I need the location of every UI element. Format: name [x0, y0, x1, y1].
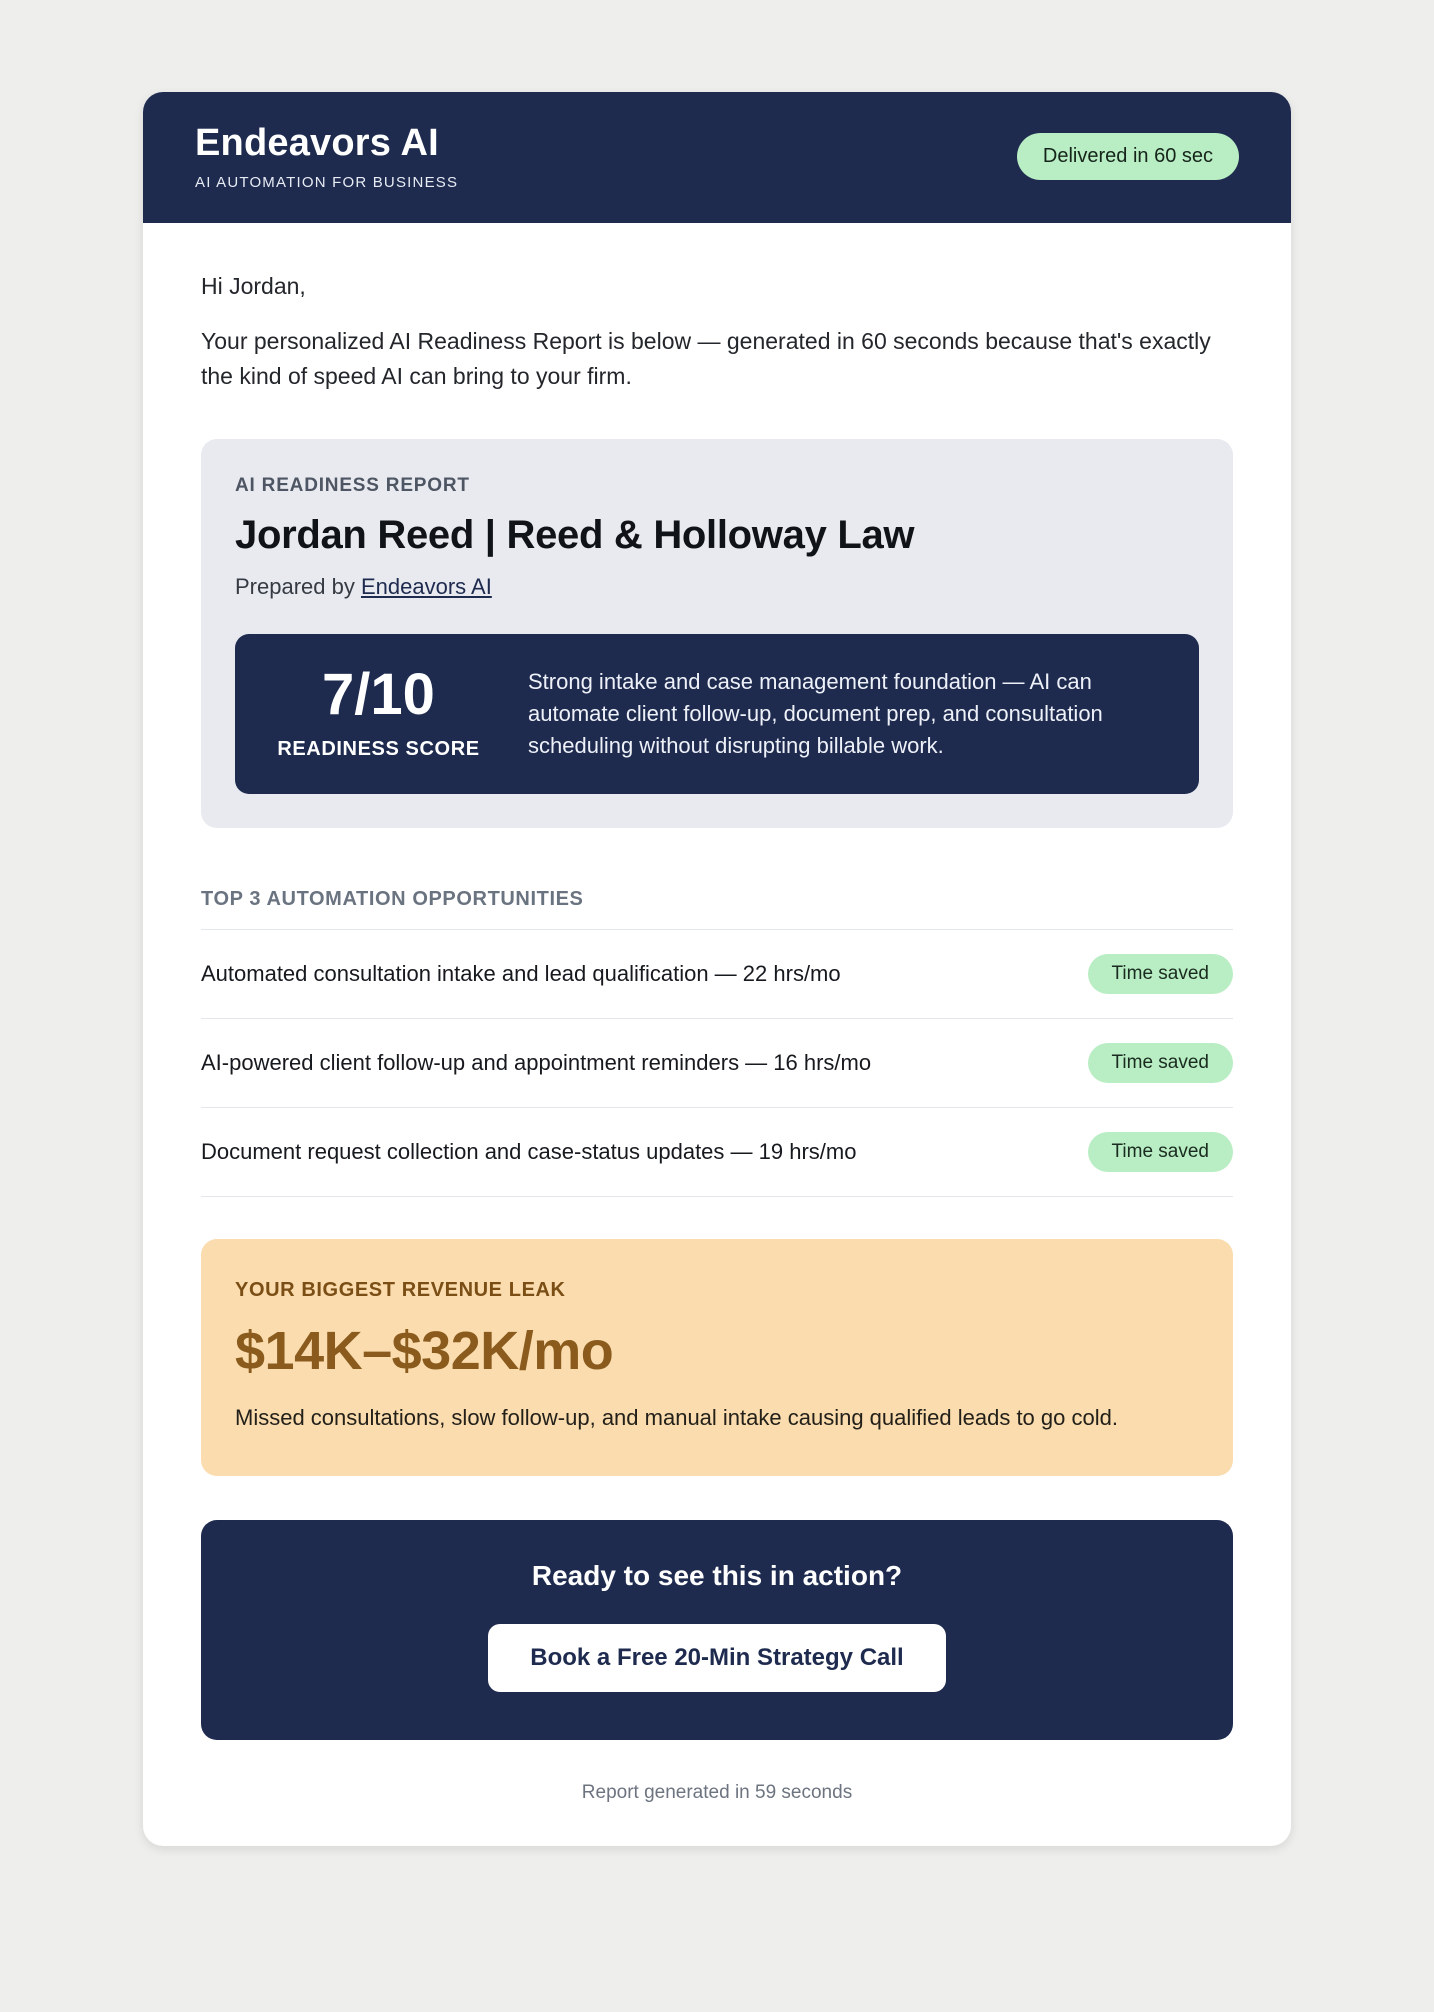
- delivered-badge: Delivered in 60 sec: [1017, 133, 1239, 180]
- opportunity-row: [201, 930, 1233, 1019]
- opportunities-heading: TOP 3 AUTOMATION OPPORTUNITIES: [201, 888, 1233, 930]
- book-strategy-call-button[interactable]: Book a Free 20-Min Strategy Call: [488, 1624, 945, 1692]
- endeavors-ai-link[interactable]: Endeavors AI: [360, 574, 492, 599]
- score-summary: Strong intake and case management foundation — AI can automate client follow-up, document prep, and consultation scheduling without disrupting billable work.: [528, 669, 1103, 758]
- opportunity-text: AI-powered client follow-up and appointment reminders — 16 hrs/mo: [201, 1049, 872, 1075]
- score-box: [235, 634, 1199, 794]
- score-value: 7/10: [322, 662, 435, 728]
- opportunity-row: [201, 1019, 1233, 1108]
- email-card: [143, 92, 1291, 1846]
- header: [143, 92, 1291, 223]
- prepared-by: [235, 574, 1199, 600]
- brand-name: Endeavors AI: [195, 122, 439, 164]
- opportunity-row: [201, 1108, 1233, 1197]
- time-saved-badge: Time saved: [1088, 1043, 1234, 1083]
- opportunity-text: Document request collection and case-status updates — 19 hrs/mo: [201, 1138, 857, 1164]
- revenue-leak-card: [201, 1239, 1233, 1476]
- time-saved-badge: Time saved: [1088, 1132, 1234, 1172]
- prepared-by-prefix: Prepared by: [235, 574, 361, 599]
- brand-block: [195, 122, 458, 191]
- revenue-leak-amount: $14K–$32K/mo: [235, 1320, 614, 1381]
- time-saved-badge: Time saved: [1088, 954, 1234, 994]
- score-label: READINESS SCORE: [277, 738, 480, 761]
- intro-paragraph: Your personalized AI Readiness Report is below — generated in 60 seconds because that's exactly the kind of speed AI can bring to your firm.: [201, 328, 1211, 389]
- cta-card: [201, 1520, 1233, 1740]
- footer-note: Report generated in 59 seconds: [581, 1781, 853, 1803]
- cta-heading: Ready to see this in action?: [531, 1559, 903, 1591]
- score-block: [271, 662, 486, 761]
- opportunity-text: Automated consultation intake and lead qualification — 22 hrs/mo: [201, 960, 841, 986]
- report-title: Jordan Reed | Reed & Holloway Law: [235, 513, 915, 557]
- email-body: [143, 223, 1291, 1846]
- brand-tagline: AI AUTOMATION FOR BUSINESS: [195, 174, 459, 191]
- revenue-leak-heading: YOUR BIGGEST REVENUE LEAK: [235, 1278, 566, 1301]
- opportunities-section: [201, 888, 1233, 1197]
- revenue-leak-description: Missed consultations, slow follow-up, and manual intake causing qualified leads to go cold.: [235, 1404, 1118, 1430]
- greeting: Hi Jordan,: [201, 273, 306, 299]
- report-card: [201, 439, 1233, 828]
- report-label: AI READINESS REPORT: [235, 475, 470, 496]
